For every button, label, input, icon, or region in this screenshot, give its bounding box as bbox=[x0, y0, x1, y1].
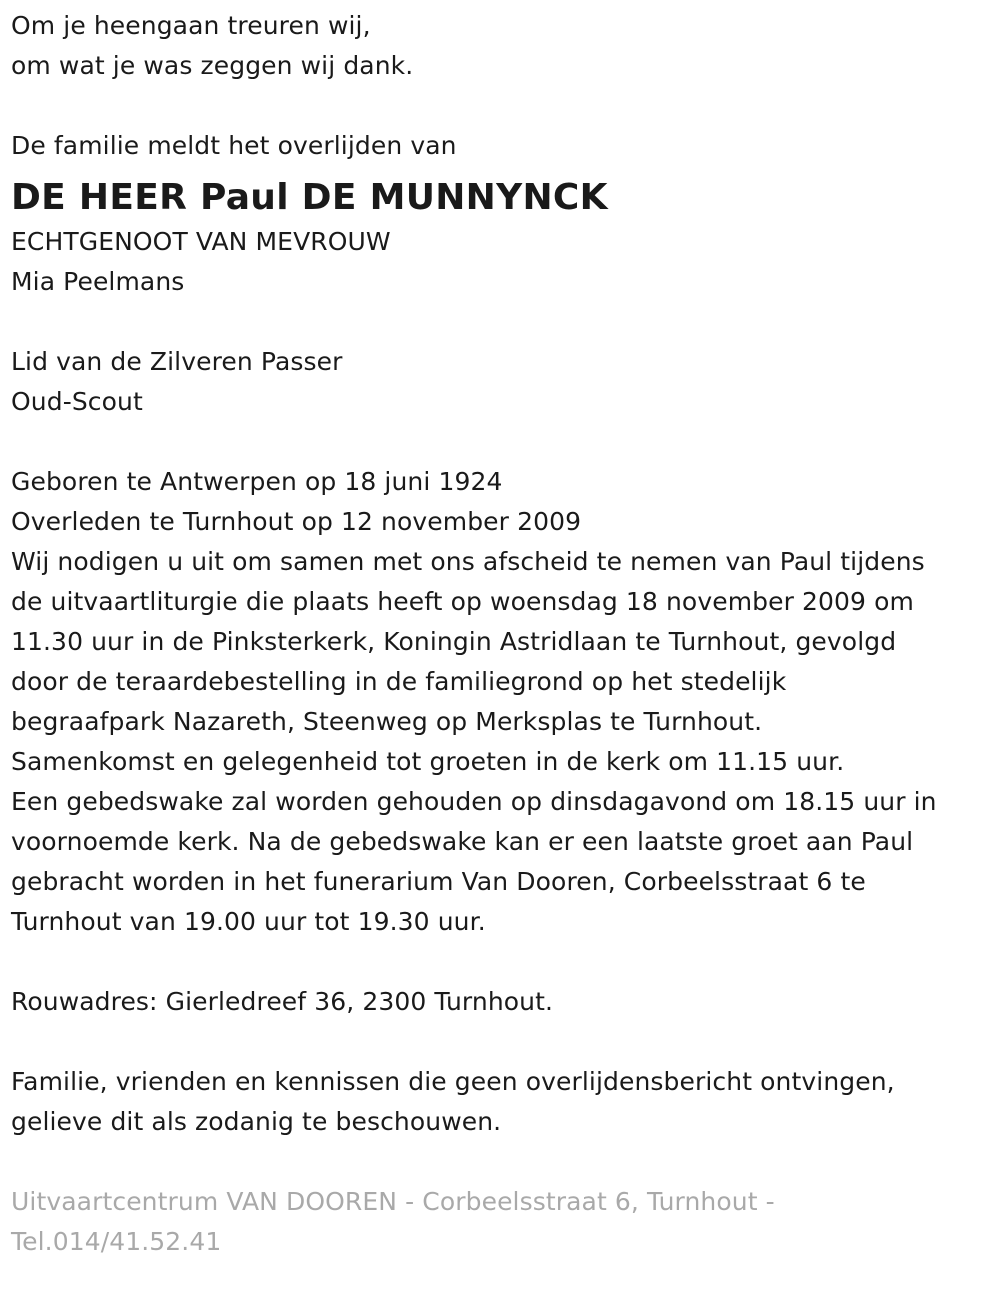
spacer bbox=[11, 302, 991, 342]
verse bbox=[11, 6, 991, 86]
detail-line: gebracht worden in het funerarium Van Dooren, Corbeelsstraat 6 te bbox=[11, 867, 866, 896]
obituary-notice bbox=[11, 6, 991, 1262]
mourning-address: Rouwadres: Gierledreef 36, 2300 Turnhout. bbox=[11, 987, 554, 1016]
verse-line-1: Om je heengaan treuren wij, bbox=[11, 11, 371, 40]
detail-line: Turnhout van 19.00 uur tot 19.30 uur. bbox=[11, 907, 486, 936]
spouse-title: ECHTGENOOT VAN MEVROUW bbox=[11, 227, 391, 256]
detail-line: Samenkomst en gelegenheid tot groeten in de kerk om 11.15 uur. bbox=[11, 747, 845, 776]
detail-line: Wij nodigen u uit om samen met ons afscheid te nemen van Paul tijdens bbox=[11, 547, 925, 576]
details bbox=[11, 462, 991, 942]
verse-line-2: om wat je was zeggen wij dank. bbox=[11, 51, 414, 80]
spacer bbox=[11, 1022, 991, 1062]
footer-line-1: Uitvaartcentrum VAN DOOREN - Corbeelsstraat 6, Turnhout - bbox=[11, 1187, 775, 1216]
detail-line: de uitvaartliturgie die plaats heeft op woensdag 18 november 2009 om bbox=[11, 587, 914, 616]
membership-line-1: Lid van de Zilveren Passer bbox=[11, 347, 343, 376]
detail-line: Een gebedswake zal worden gehouden op dinsdagavond om 18.15 uur in bbox=[11, 787, 937, 816]
spacer bbox=[11, 422, 991, 462]
deceased-name: DE HEER Paul DE MUNNYNCK bbox=[11, 177, 608, 218]
spouse-name: Mia Peelmans bbox=[11, 267, 185, 296]
notice-line-2: gelieve dit als zodanig te beschouwen. bbox=[11, 1107, 502, 1136]
detail-line: 11.30 uur in de Pinksterkerk, Koningin Astridlaan te Turnhout, gevolgd bbox=[11, 627, 897, 656]
footer-phone: Tel.014/41.52.41 bbox=[11, 1227, 222, 1256]
memberships bbox=[11, 342, 991, 422]
detail-line: begraafpark Nazareth, Steenweg op Merksplas te Turnhout. bbox=[11, 707, 763, 736]
detail-line: door de teraardebestelling in de familiegrond op het stedelijk bbox=[11, 667, 787, 696]
intro-text: De familie meldt het overlijden van bbox=[11, 131, 457, 160]
spacer bbox=[11, 1142, 991, 1182]
notice bbox=[11, 1062, 991, 1142]
detail-line: voornoemde kerk. Na de gebedswake kan er een laatste groet aan Paul bbox=[11, 827, 914, 856]
funeral-home-footer bbox=[11, 1182, 991, 1262]
notice-line-1: Familie, vrienden en kennissen die geen overlijdensbericht ontvingen, bbox=[11, 1067, 895, 1096]
spacer bbox=[11, 942, 991, 982]
deceased-block bbox=[11, 166, 991, 302]
membership-line-2: Oud-Scout bbox=[11, 387, 143, 416]
death-line: Overleden te Turnhout op 12 november 2009 bbox=[11, 507, 582, 536]
birth-line: Geboren te Antwerpen op 18 juni 1924 bbox=[11, 467, 503, 496]
spacer bbox=[11, 86, 991, 126]
